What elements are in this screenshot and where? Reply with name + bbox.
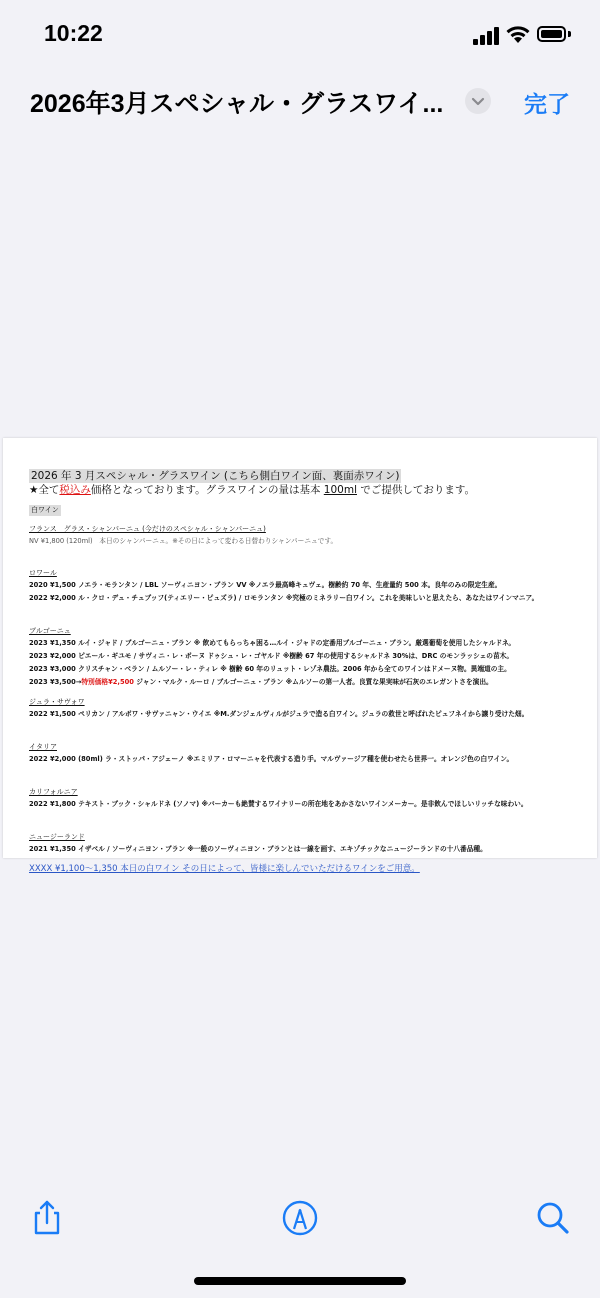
- section-heading-france: フランス グラス・シャンパーニュ (今だけのスペシャル・シャンパーニュ): [29, 525, 266, 533]
- tax-included-highlight: 税込み: [59, 484, 91, 496]
- list-item: 2023 ¥2,000 ピエール・ギユモ / サヴィニ・レ・ボーヌ ドゥシュ・レ・ゴヤルド ※樹齢 67 年の使用するシャルドネ 30%は、DRC のモンラッシェの苗木。: [29, 652, 514, 660]
- price-note-prefix: ★全て: [29, 484, 60, 496]
- list-item: 2023 ¥1,350 ルイ・ジャド / ブルゴーニュ・ブラン ※ 飲めてもらっちゃ困る…ルイ・ジャドの定番用ブルゴーニュ・ブラン。厳選葡萄を使用したシャルドネ。: [29, 639, 516, 647]
- special-price: 特別価格¥2,500: [81, 678, 134, 686]
- document-page: [3, 438, 597, 874]
- section-heading-new-zealand: ニュージーランド: [29, 833, 85, 841]
- price-note-middle: 価格となっております。グラスワインの量は基本: [90, 484, 321, 496]
- document-heading: 2026 年 3 月スペシャル・グラスワイン (こちら側白ワイン面、裏面赤ワイン): [31, 470, 400, 482]
- document-title[interactable]: 2026年3月スペシャル・グラスワイ...: [30, 90, 444, 118]
- volume-amount: 100ml: [323, 484, 357, 496]
- document-content: [29, 464, 589, 876]
- list-item: NV ¥1,800 (120ml) 本日のシャンパーニュ。※その日によって変わる日替わりシャンパーニュです。: [29, 537, 338, 545]
- wifi-icon: [505, 24, 531, 44]
- status-time: 10:22: [44, 20, 103, 46]
- markup-pen-icon: [280, 1198, 320, 1238]
- battery-icon: [537, 26, 566, 42]
- list-item: 2022 ¥1,800 テキスト・ブック・シャルドネ (ソノマ) ※バーカーも絶賛するワイナリーの所在地をあかさないワインメーカー。是非飲んでほしいリッチな味わい。: [29, 800, 528, 808]
- chevron-down-icon[interactable]: [465, 88, 491, 114]
- home-indicator[interactable]: [194, 1277, 406, 1285]
- markup-button[interactable]: [280, 1198, 320, 1238]
- section-heading-jura: ジュラ・サヴォワ: [29, 698, 85, 706]
- special-before: 2023 ¥3,500→: [29, 678, 82, 686]
- price-note: [29, 483, 589, 497]
- section-heading-loire: ロワール: [29, 569, 57, 577]
- list-item: 2022 ¥2,000 ル・クロ・デュ・チュブッフ(ティエリー・ピュズラ) / ロモランタン ※究極のミネラリー白ワイン。これを美味しいと思えたら、あなたはワインマニア。: [29, 594, 539, 602]
- section-heading-california: カリフォルニア: [29, 788, 78, 796]
- search-button[interactable]: [533, 1198, 573, 1238]
- section-heading-italy: イタリア: [29, 743, 57, 751]
- status-bar: [0, 0, 600, 70]
- list-item: 2021 ¥1,350 イザベル / ソーヴィニヨン・ブラン ※一般のソーヴィニヨン・ブランとは一線を画す、エキゾチックなニュージーランドの十八番品種。: [29, 845, 487, 853]
- price-note-suffix: でご提供しております。: [360, 484, 475, 496]
- list-item: 2022 ¥1,500 ペリカン / アルボワ・サヴァニャン・ウイエ ※M.ダンジェルヴィルがジュラで造る白ワイン。ジュラの救世と呼ばれたピュフネイから譲り受けた畑。: [29, 710, 529, 718]
- done-button[interactable]: 完了: [524, 86, 570, 119]
- battery-cap: [568, 31, 571, 37]
- section-heading-bourgogne: ブルゴーニュ: [29, 627, 71, 635]
- share-button[interactable]: [27, 1198, 67, 1238]
- list-item-special-price: [29, 676, 589, 689]
- list-item: 2022 ¥2,000 (80ml) ラ・ストッパ・アジェーノ ※エミリア・ロマーニャを代表する造り手。マルヴァージア種を使わせたら世界一。オレンジ色の白ワイン。: [29, 755, 514, 763]
- white-wine-tag: 白ワイン: [31, 506, 59, 514]
- cellular-signal-icon: [473, 27, 500, 45]
- share-icon: [27, 1198, 67, 1238]
- special-after: ジャン・マルク・ルーロ / ブルゴーニュ・ブラン ※ムルソーの第一人者。良質な果実味が石灰のエレガントさを演出。: [133, 678, 493, 686]
- closing-note: XXXX ¥1,100〜1,350 本日の白ワイン その日によって、皆様に楽しんでいただけるワインをご用意。: [29, 864, 420, 874]
- list-item: 2023 ¥3,000 クリスチャン・ベラン / ムルソー・レ・ティレ ※ 樹齢 60 年のリュット・レゾネ農法。2006 年から全てのワインはドメーヌ物。異端道の主。: [29, 665, 511, 673]
- search-icon: [533, 1198, 573, 1238]
- list-item: 2020 ¥1,500 ノエラ・モランタン / LBL ソーヴィニヨン・ブラン VV ※ノエラ最高峰キュヴェ。樹齢約 70 年、生産量約 500 本。良年のみの限定生産。: [29, 581, 502, 589]
